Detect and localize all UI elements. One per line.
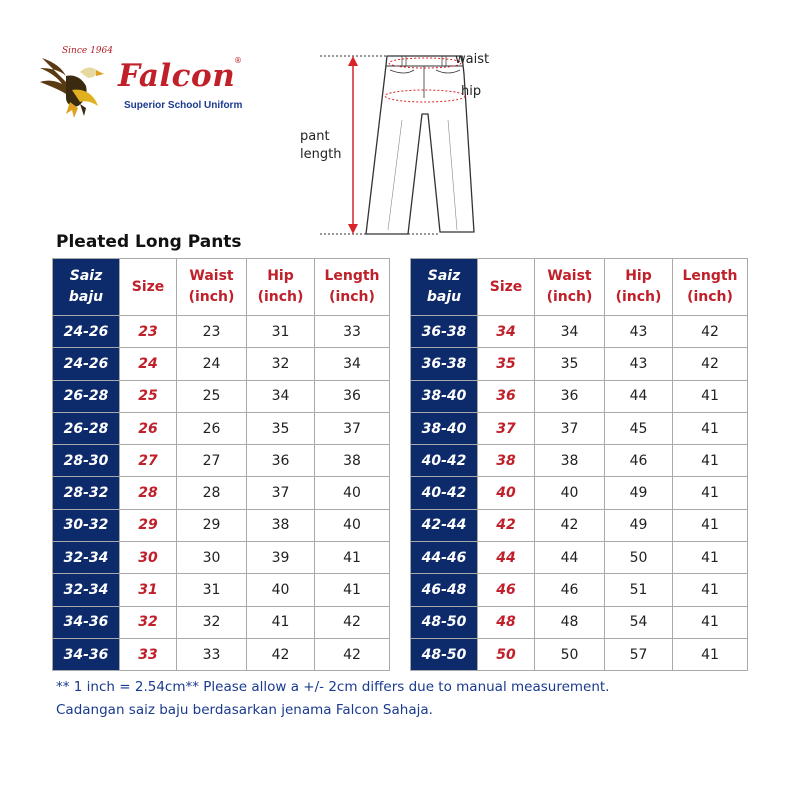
cell-saiz-baju: 48-50: [411, 606, 478, 638]
cell-waist: 33: [177, 638, 247, 670]
cell-length: 34: [315, 348, 390, 380]
cell-length: 42: [315, 606, 390, 638]
table-row: [411, 412, 748, 444]
cell-size: 48: [478, 606, 535, 638]
cell-length: 42: [673, 316, 748, 348]
table-row: [53, 574, 390, 606]
brand-name: Falcon: [118, 58, 236, 94]
cell-saiz-baju: 28-30: [53, 445, 120, 477]
cell-hip: 42: [247, 638, 315, 670]
cell-size: 46: [478, 574, 535, 606]
cell-saiz-baju: 38-40: [411, 412, 478, 444]
cell-waist: 25: [177, 380, 247, 412]
cell-saiz-baju: 38-40: [411, 380, 478, 412]
cell-saiz-baju: 30-32: [53, 509, 120, 541]
table-row: [411, 606, 748, 638]
table-row: [53, 380, 390, 412]
pant-length-label-line2: length: [300, 147, 342, 162]
cell-waist: 40: [535, 477, 605, 509]
header-saiz-baju: [411, 259, 478, 316]
cell-saiz-baju: 34-36: [53, 638, 120, 670]
cell-waist: 28: [177, 477, 247, 509]
cell-hip: 46: [605, 445, 673, 477]
header-hip: [605, 259, 673, 316]
cell-hip: 50: [605, 542, 673, 574]
header-length-line1: Length: [324, 268, 380, 284]
table-row: [411, 316, 748, 348]
cell-length: 41: [673, 574, 748, 606]
cell-hip: 44: [605, 380, 673, 412]
cell-saiz-baju: 26-28: [53, 412, 120, 444]
table-row: [411, 348, 748, 380]
cell-size: 24: [120, 348, 177, 380]
cell-waist: 37: [535, 412, 605, 444]
cell-size: 25: [120, 380, 177, 412]
cell-waist: 44: [535, 542, 605, 574]
cell-saiz-baju: 48-50: [411, 638, 478, 670]
table-row: [53, 477, 390, 509]
cell-saiz-baju: 36-38: [411, 316, 478, 348]
header-length: [315, 259, 390, 316]
cell-size: 23: [120, 316, 177, 348]
cell-size: 38: [478, 445, 535, 477]
header-waist-line1: Waist: [547, 268, 592, 284]
header-saiz-line1: Saiz: [427, 268, 461, 284]
header-waist-line2: (inch): [188, 289, 235, 305]
header-hip: [247, 259, 315, 316]
cell-saiz-baju: 34-36: [53, 606, 120, 638]
header-size: Size: [478, 259, 535, 316]
cell-hip: 57: [605, 638, 673, 670]
conversion-note: ** 1 inch = 2.54cm** Please allow a +/- 2cm differs due to manual measurement.: [56, 679, 610, 695]
cell-size: 28: [120, 477, 177, 509]
pant-length-label: [300, 128, 341, 164]
cell-waist: 35: [535, 348, 605, 380]
cell-length: 41: [673, 412, 748, 444]
cell-hip: 31: [247, 316, 315, 348]
cell-hip: 34: [247, 380, 315, 412]
brand-logo: [36, 44, 266, 124]
cell-length: 41: [315, 574, 390, 606]
cell-waist: 46: [535, 574, 605, 606]
cell-length: 40: [315, 509, 390, 541]
cell-waist: 50: [535, 638, 605, 670]
cell-waist: 34: [535, 316, 605, 348]
cell-size: 42: [478, 509, 535, 541]
cell-length: 41: [315, 542, 390, 574]
table-row: [53, 509, 390, 541]
cell-saiz-baju: 28-32: [53, 477, 120, 509]
cell-size: 44: [478, 542, 535, 574]
table-row: [411, 638, 748, 670]
cell-waist: 30: [177, 542, 247, 574]
cell-saiz-baju: 42-44: [411, 509, 478, 541]
cell-waist: 27: [177, 445, 247, 477]
cell-hip: 49: [605, 477, 673, 509]
size-table-left-body: [53, 316, 390, 671]
table-row: [53, 412, 390, 444]
cell-length: 41: [673, 606, 748, 638]
cell-length: 36: [315, 380, 390, 412]
cell-length: 38: [315, 445, 390, 477]
cell-size: 40: [478, 477, 535, 509]
header-size: Size: [120, 259, 177, 316]
header-hip-line1: Hip: [267, 268, 294, 284]
cell-hip: 43: [605, 348, 673, 380]
cell-size: 33: [120, 638, 177, 670]
cell-waist: 29: [177, 509, 247, 541]
header-waist: [535, 259, 605, 316]
cell-hip: 37: [247, 477, 315, 509]
cell-length: 41: [673, 542, 748, 574]
table-row: [53, 348, 390, 380]
cell-length: 42: [315, 638, 390, 670]
cell-saiz-baju: 24-26: [53, 348, 120, 380]
table-row: [411, 445, 748, 477]
header-saiz-line1: Saiz: [69, 268, 103, 284]
header-hip-line2: (inch): [257, 289, 304, 305]
cell-waist: 32: [177, 606, 247, 638]
cell-hip: 32: [247, 348, 315, 380]
table-row: [53, 606, 390, 638]
cell-hip: 45: [605, 412, 673, 444]
header-saiz-line2: baju: [68, 289, 104, 305]
table-row: [411, 574, 748, 606]
cell-waist: 26: [177, 412, 247, 444]
cell-waist: 48: [535, 606, 605, 638]
cell-saiz-baju: 46-48: [411, 574, 478, 606]
cell-length: 33: [315, 316, 390, 348]
header-length-line1: Length: [682, 268, 738, 284]
table-row: [53, 316, 390, 348]
cell-size: 34: [478, 316, 535, 348]
cell-length: 41: [673, 477, 748, 509]
cell-length: 41: [673, 638, 748, 670]
cell-size: 26: [120, 412, 177, 444]
pants-measurement-diagram: [290, 40, 520, 245]
cell-waist: 36: [535, 380, 605, 412]
cell-size: 35: [478, 348, 535, 380]
cell-hip: 54: [605, 606, 673, 638]
cell-hip: 40: [247, 574, 315, 606]
cell-size: 29: [120, 509, 177, 541]
cell-hip: 36: [247, 445, 315, 477]
registered-mark: ®: [234, 56, 242, 65]
brand-note: Cadangan saiz baju berdasarkan jenama Falcon Sahaja.: [56, 702, 433, 718]
size-table-right: [410, 258, 748, 671]
header-length: [673, 259, 748, 316]
cell-saiz-baju: 32-34: [53, 542, 120, 574]
cell-waist: 31: [177, 574, 247, 606]
table-row: [411, 477, 748, 509]
cell-size: 37: [478, 412, 535, 444]
since-text: Since 1964: [62, 46, 113, 56]
header-length-line2: (inch): [687, 289, 733, 305]
cell-saiz-baju: 26-28: [53, 380, 120, 412]
cell-hip: 35: [247, 412, 315, 444]
cell-hip: 49: [605, 509, 673, 541]
table-header-row: [53, 259, 390, 316]
cell-saiz-baju: 44-46: [411, 542, 478, 574]
table-header-row: [411, 259, 748, 316]
header-saiz-baju: [53, 259, 120, 316]
header-waist: [177, 259, 247, 316]
cell-saiz-baju: 36-38: [411, 348, 478, 380]
cell-waist: 23: [177, 316, 247, 348]
table-row: [53, 542, 390, 574]
cell-size: 50: [478, 638, 535, 670]
table-row: [411, 380, 748, 412]
table-row: [411, 509, 748, 541]
cell-size: 36: [478, 380, 535, 412]
cell-hip: 41: [247, 606, 315, 638]
cell-size: 31: [120, 574, 177, 606]
cell-hip: 38: [247, 509, 315, 541]
cell-size: 30: [120, 542, 177, 574]
size-table-left: [52, 258, 390, 671]
header-length-line2: (inch): [329, 289, 375, 305]
cell-size: 27: [120, 445, 177, 477]
cell-length: 41: [673, 509, 748, 541]
table-row: [411, 542, 748, 574]
cell-length: 41: [673, 445, 748, 477]
cell-saiz-baju: 24-26: [53, 316, 120, 348]
cell-waist: 24: [177, 348, 247, 380]
cell-size: 32: [120, 606, 177, 638]
cell-waist: 42: [535, 509, 605, 541]
cell-length: 42: [673, 348, 748, 380]
brand-tagline: Superior School Uniform: [124, 100, 243, 111]
cell-waist: 38: [535, 445, 605, 477]
header-waist-line2: (inch): [546, 289, 593, 305]
waist-label: waist: [455, 52, 490, 67]
cell-saiz-baju: 40-42: [411, 477, 478, 509]
cell-length: 40: [315, 477, 390, 509]
cell-hip: 39: [247, 542, 315, 574]
page-title: Pleated Long Pants: [56, 232, 242, 252]
header-saiz-line2: baju: [426, 289, 462, 305]
cell-saiz-baju: 40-42: [411, 445, 478, 477]
header-hip-line2: (inch): [615, 289, 662, 305]
size-table-right-body: [411, 316, 748, 671]
cell-length: 41: [673, 380, 748, 412]
header-hip-line1: Hip: [625, 268, 652, 284]
cell-saiz-baju: 32-34: [53, 574, 120, 606]
table-row: [53, 638, 390, 670]
header-waist-line1: Waist: [189, 268, 234, 284]
cell-hip: 43: [605, 316, 673, 348]
pant-length-label-line1: pant: [300, 129, 330, 144]
table-row: [53, 445, 390, 477]
hip-label: hip: [461, 84, 482, 99]
cell-hip: 51: [605, 574, 673, 606]
cell-length: 37: [315, 412, 390, 444]
